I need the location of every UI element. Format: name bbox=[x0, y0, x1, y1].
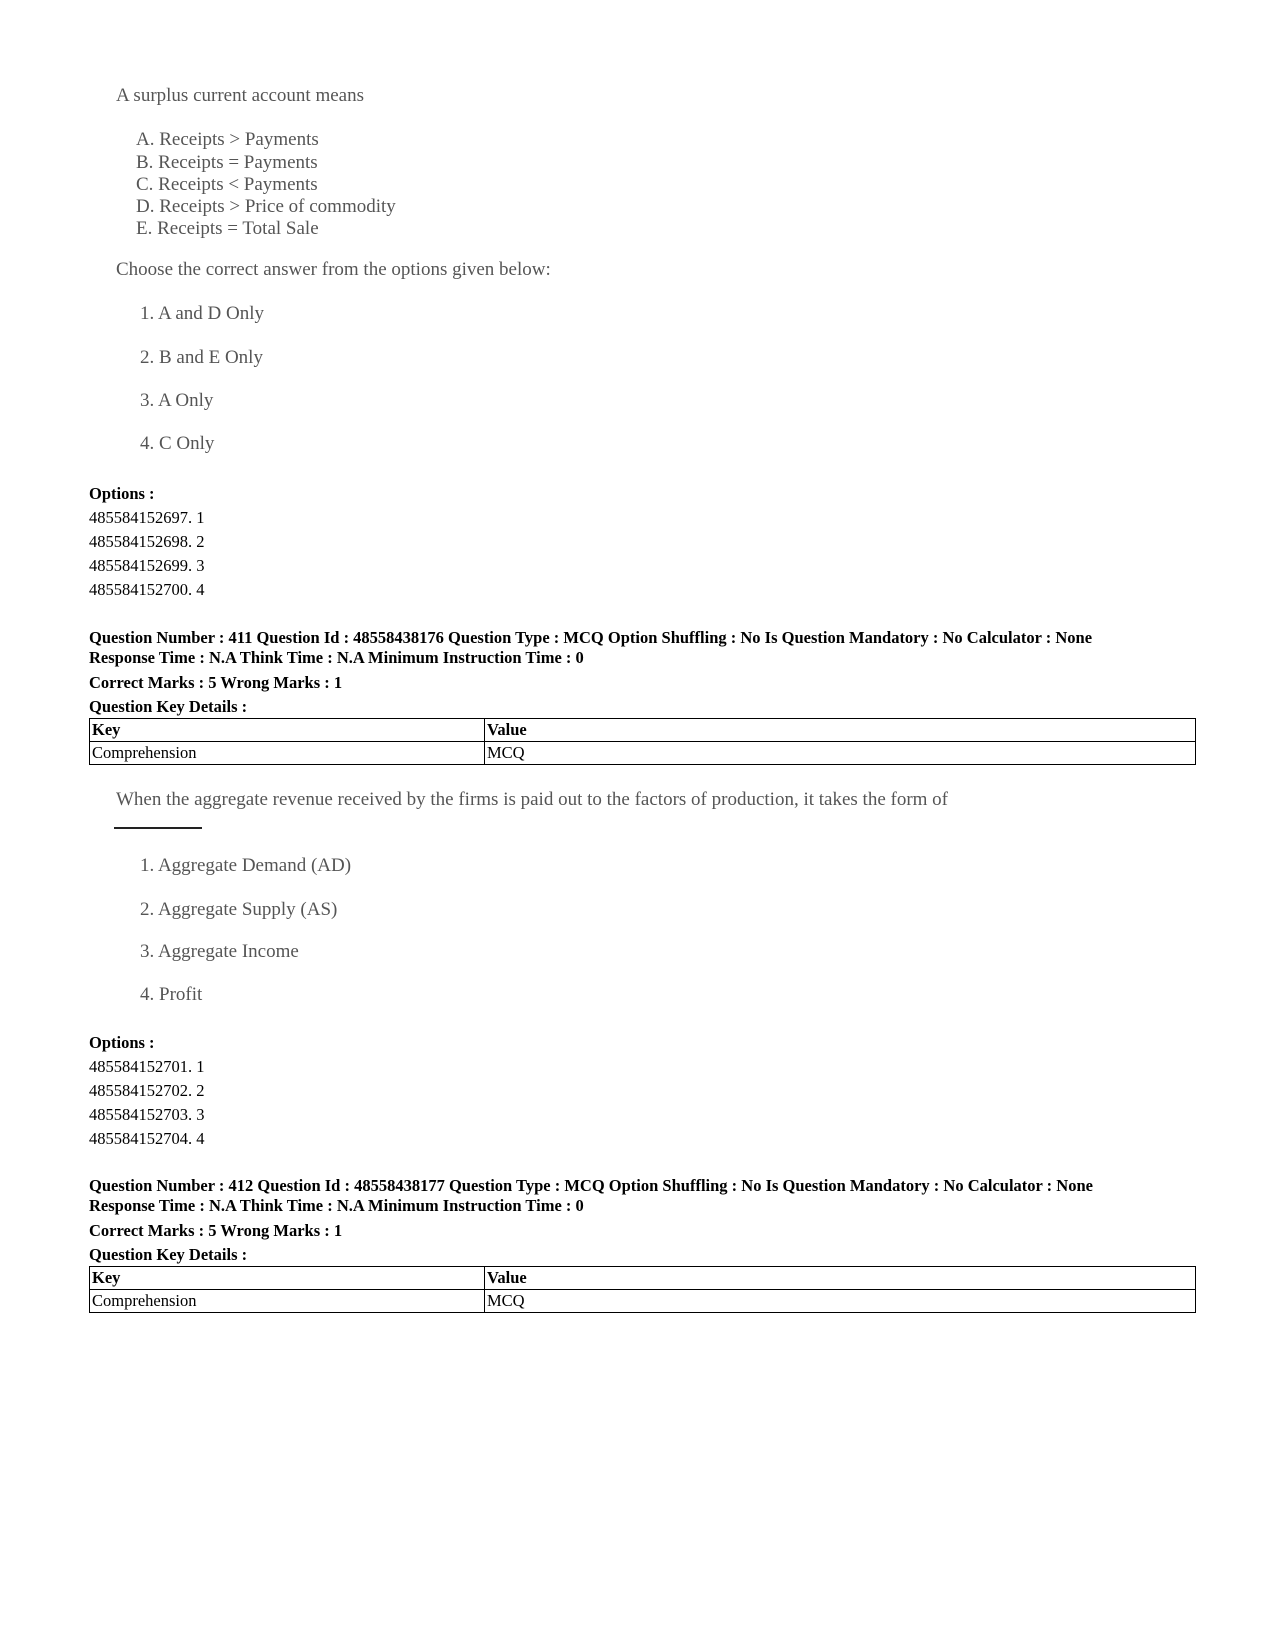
question-meta-line2: Response Time : N.A Think Time : N.A Minimum Instruction Time : 0 bbox=[89, 648, 584, 667]
option-item: 485584152704. 4 bbox=[89, 1129, 205, 1148]
table-cell-key: Comprehension bbox=[90, 1290, 485, 1313]
question-stem: When the aggregate revenue received by the firms is paid out to the factors of production, it takes the form of bbox=[116, 789, 949, 810]
choice-4: 4. C Only bbox=[140, 433, 215, 454]
table-header-value: Value bbox=[485, 1267, 1196, 1290]
option-item: 485584152701. 1 bbox=[89, 1057, 205, 1076]
table-header-row bbox=[90, 719, 1196, 742]
option-item: 485584152702. 2 bbox=[89, 1081, 205, 1100]
statement-b: B. Receipts = Payments bbox=[136, 152, 318, 173]
question-412-key-table bbox=[89, 1266, 1196, 1313]
key-details-label: Question Key Details : bbox=[89, 697, 248, 716]
option-item: 485584152703. 3 bbox=[89, 1105, 205, 1124]
option-item: 485584152700. 4 bbox=[89, 580, 205, 599]
question-411-meta bbox=[89, 628, 1092, 717]
table-row bbox=[90, 1290, 1196, 1313]
question-meta-line1: Question Number : 411 Question Id : 48558438176 Question Type : MCQ Option Shuffling : No Is Question Mandatory : No Calculator : None bbox=[89, 628, 1093, 647]
question-410-image bbox=[0, 0, 1275, 470]
table-cell-value: MCQ bbox=[485, 1290, 1196, 1313]
option-item: 485584152698. 2 bbox=[89, 532, 205, 551]
key-details-label: Question Key Details : bbox=[89, 1245, 248, 1264]
choice-2: 2. Aggregate Supply (AS) bbox=[140, 899, 338, 920]
options-block-411 bbox=[89, 1031, 205, 1151]
choice-3: 3. Aggregate Income bbox=[140, 941, 299, 962]
statement-e: E. Receipts = Total Sale bbox=[136, 218, 319, 239]
options-label: Options : bbox=[89, 1033, 155, 1052]
statement-d: D. Receipts > Price of commodity bbox=[136, 196, 396, 217]
options-block-410 bbox=[89, 482, 205, 602]
question-411-image bbox=[0, 770, 1275, 1020]
option-item: 485584152699. 3 bbox=[89, 556, 205, 575]
question-meta-line1: Question Number : 412 Question Id : 48558438177 Question Type : MCQ Option Shuffling : No Is Question Mandatory : No Calculator : None bbox=[89, 1176, 1093, 1195]
question-marks: Correct Marks : 5 Wrong Marks : 1 bbox=[89, 673, 343, 692]
table-header-key: Key bbox=[90, 719, 485, 742]
option-item: 485584152697. 1 bbox=[89, 508, 205, 527]
table-header-value: Value bbox=[485, 719, 1196, 742]
statement-a: A. Receipts > Payments bbox=[136, 129, 319, 150]
statement-c: C. Receipts < Payments bbox=[136, 174, 318, 195]
answer-blank-line bbox=[114, 827, 202, 829]
choice-1: 1. Aggregate Demand (AD) bbox=[140, 855, 352, 876]
question-marks: Correct Marks : 5 Wrong Marks : 1 bbox=[89, 1221, 343, 1240]
choice-4: 4. Profit bbox=[140, 984, 203, 1005]
question-meta-line2: Response Time : N.A Think Time : N.A Minimum Instruction Time : 0 bbox=[89, 1196, 584, 1215]
question-412-meta bbox=[89, 1176, 1093, 1265]
choice-2: 2. B and E Only bbox=[140, 347, 263, 368]
choice-1: 1. A and D Only bbox=[140, 303, 265, 324]
table-row bbox=[90, 742, 1196, 765]
question-instruction: Choose the correct answer from the options given below: bbox=[116, 259, 551, 280]
table-cell-key: Comprehension bbox=[90, 742, 485, 765]
options-label: Options : bbox=[89, 484, 155, 503]
table-header-key: Key bbox=[90, 1267, 485, 1290]
choice-3: 3. A Only bbox=[140, 390, 214, 411]
table-cell-value: MCQ bbox=[485, 742, 1196, 765]
question-stem: A surplus current account means bbox=[116, 85, 364, 106]
question-411-key-table bbox=[89, 718, 1196, 765]
table-header-row bbox=[90, 1267, 1196, 1290]
